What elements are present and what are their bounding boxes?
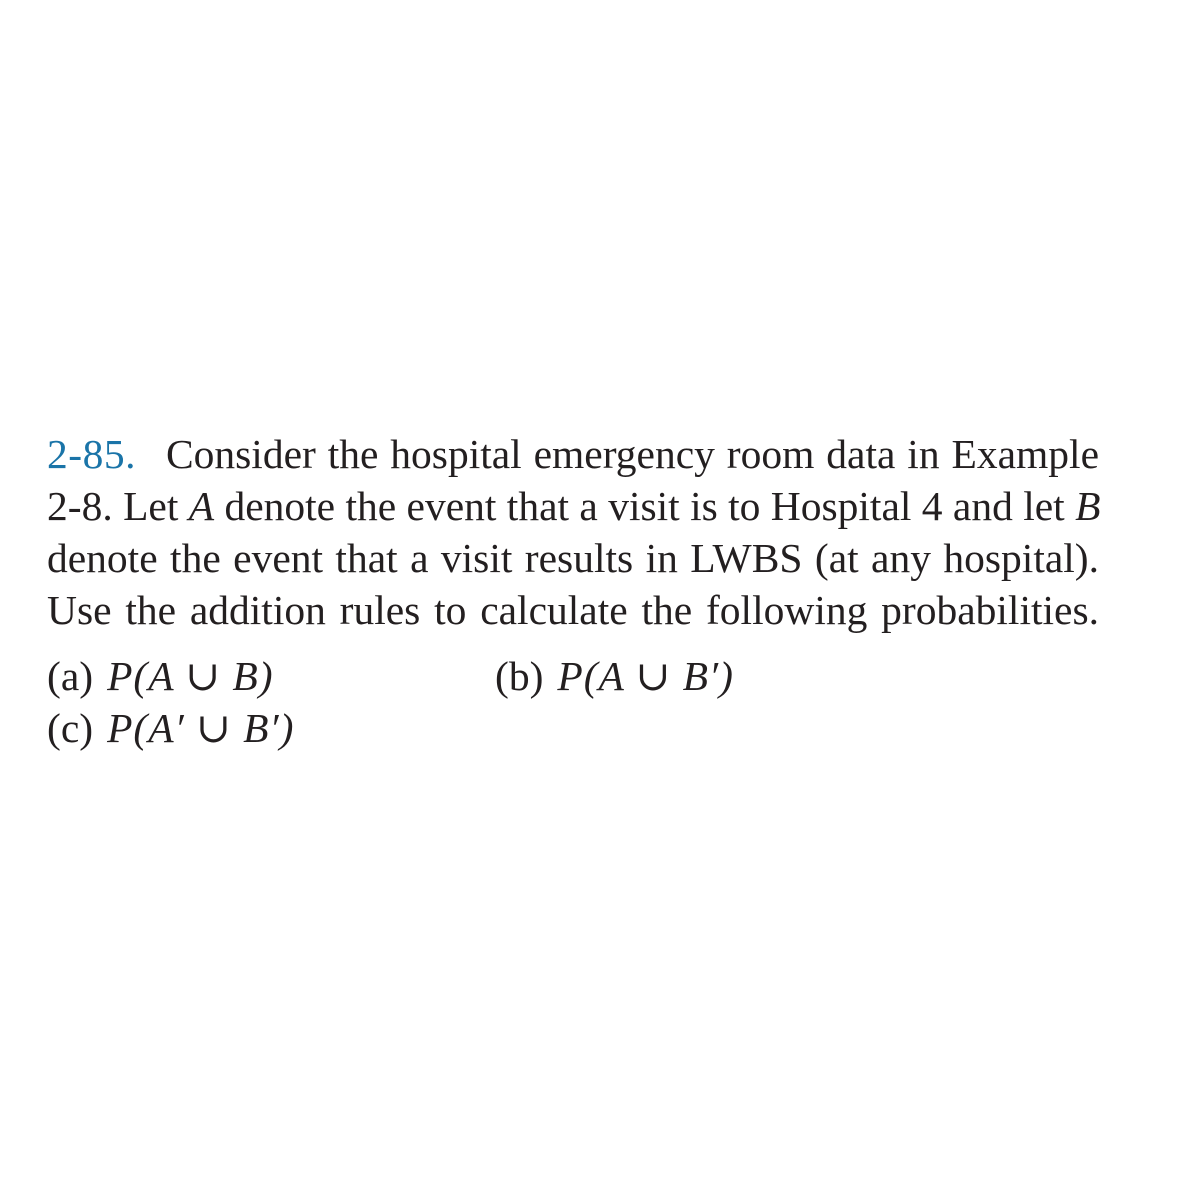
variable-b: B xyxy=(1075,483,1101,529)
problem-number: 2-85. xyxy=(47,431,136,477)
part-c xyxy=(47,702,294,754)
part-a xyxy=(47,650,274,702)
part-b xyxy=(495,650,734,702)
part-b-expression: P(A ∪ B′) xyxy=(557,653,734,699)
part-a-expression: P(A ∪ B) xyxy=(107,653,274,699)
problem-line-3: denote the event that a visit results in LWBS (at any hospital). xyxy=(47,535,1099,581)
problem-line-1 xyxy=(47,428,1099,480)
part-a-label: (a) xyxy=(47,653,94,699)
variable-a: A xyxy=(188,483,215,529)
problem-line-2: 2-8. Let A denote the event that a visit is to Hospital 4 and let B xyxy=(47,483,1101,529)
part-c-expression: P(A′ ∪ B′) xyxy=(107,705,295,751)
problem-statement xyxy=(47,428,1107,636)
problem-line-4: Use the addition rules to calculate the following probabilities. xyxy=(47,587,1099,633)
problem-line-1-text: Consider the hospital emergency room data in Example xyxy=(165,431,1099,477)
part-c-label: (c) xyxy=(47,705,94,751)
part-b-label: (b) xyxy=(495,653,544,699)
